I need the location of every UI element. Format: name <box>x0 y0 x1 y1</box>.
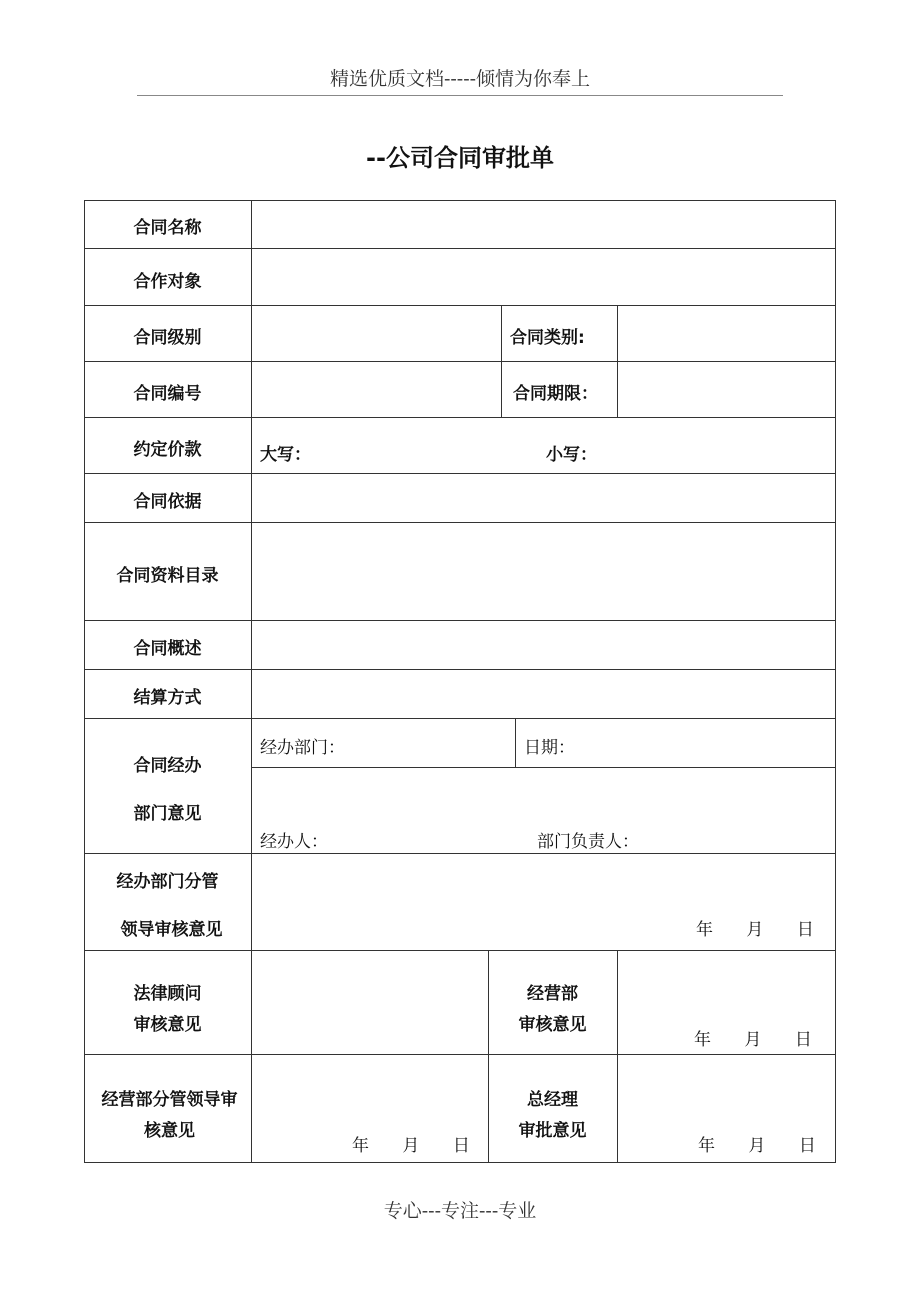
label-handling-line1: 合同经办 <box>133 756 202 776</box>
label-ops-leader-line1: 经营部分管领导审 <box>101 1090 238 1110</box>
label-leader-review-line2: 领导审核意见 <box>120 920 223 940</box>
table-border-bottom <box>84 1162 836 1163</box>
label-handling-dept: 经办部门： <box>260 738 345 758</box>
label-legal-line1: 法律顾问 <box>133 984 202 1004</box>
label-amount-lower: 小写： <box>546 445 597 465</box>
row-divider <box>84 473 836 474</box>
table-border-top <box>84 200 836 201</box>
label-gm-line1: 总经理 <box>527 1090 578 1110</box>
row-divider <box>84 1054 836 1055</box>
form-title: --公司合同审批单 <box>366 144 554 172</box>
label-partner: 合作对象 <box>133 272 202 292</box>
label-gm-line2: 审批意见 <box>518 1121 587 1141</box>
label-date: 日期： <box>524 738 575 758</box>
label-contract-basis: 合同依据 <box>133 492 202 512</box>
date-month: 月 <box>746 920 764 940</box>
column-divider <box>617 950 618 1162</box>
date-day: 日 <box>794 1030 812 1050</box>
label-ops-line2: 审核意见 <box>518 1015 587 1035</box>
label-settlement: 结算方式 <box>133 688 202 708</box>
label-contract-no: 合同编号 <box>133 384 202 404</box>
date-placeholder <box>696 915 814 940</box>
label-contract-type: 合同类别: <box>510 328 585 348</box>
label-contract-term: 合同期限： <box>513 384 598 404</box>
label-amount-upper: 大写： <box>260 445 311 465</box>
date-year: 年 <box>352 1136 369 1156</box>
row-divider <box>84 305 836 306</box>
label-summary: 合同概述 <box>133 639 202 659</box>
date-month: 月 <box>744 1030 762 1050</box>
date-day: 日 <box>796 920 814 940</box>
date-month: 月 <box>748 1136 766 1156</box>
column-divider <box>251 200 252 1162</box>
row-divider <box>84 417 836 418</box>
table-border-right <box>835 200 836 1162</box>
label-handling-line2: 部门意见 <box>133 804 202 824</box>
row-divider <box>84 522 836 523</box>
column-divider <box>501 305 502 417</box>
label-legal-line2: 审核意见 <box>133 1015 202 1035</box>
row-divider <box>84 950 836 951</box>
date-day: 日 <box>798 1136 816 1156</box>
row-divider <box>84 620 836 621</box>
date-day: 日 <box>452 1136 470 1156</box>
label-contract-name: 合同名称 <box>133 218 202 238</box>
label-handler: 经办人： <box>260 832 328 852</box>
row-divider <box>84 853 836 854</box>
header-rule <box>137 95 783 96</box>
date-year: 年 <box>694 1030 711 1050</box>
column-divider <box>617 305 618 417</box>
row-divider <box>84 669 836 670</box>
label-ops-line1: 经营部 <box>527 984 578 1004</box>
label-dept-head: 部门负责人： <box>537 832 639 852</box>
date-year: 年 <box>698 1136 715 1156</box>
column-divider <box>515 718 516 767</box>
row-divider <box>84 718 836 719</box>
row-divider <box>84 248 836 249</box>
page-header: 精选优质文档-----倾情为你奉上 <box>329 68 591 90</box>
label-document-list: 合同资料目录 <box>116 566 219 586</box>
date-placeholder <box>352 1131 470 1156</box>
label-contract-level: 合同级别 <box>133 328 202 348</box>
date-placeholder <box>698 1131 816 1156</box>
row-divider <box>251 767 836 768</box>
label-leader-review-line1: 经办部门分管 <box>116 872 219 892</box>
date-year: 年 <box>696 920 713 940</box>
page-footer: 专心---专注---专业 <box>383 1200 537 1222</box>
label-ops-leader-line2: 核意见 <box>144 1121 195 1141</box>
date-month: 月 <box>402 1136 420 1156</box>
date-placeholder <box>694 1025 812 1050</box>
label-agreed-price: 约定价款 <box>133 440 202 460</box>
row-divider <box>84 361 836 362</box>
